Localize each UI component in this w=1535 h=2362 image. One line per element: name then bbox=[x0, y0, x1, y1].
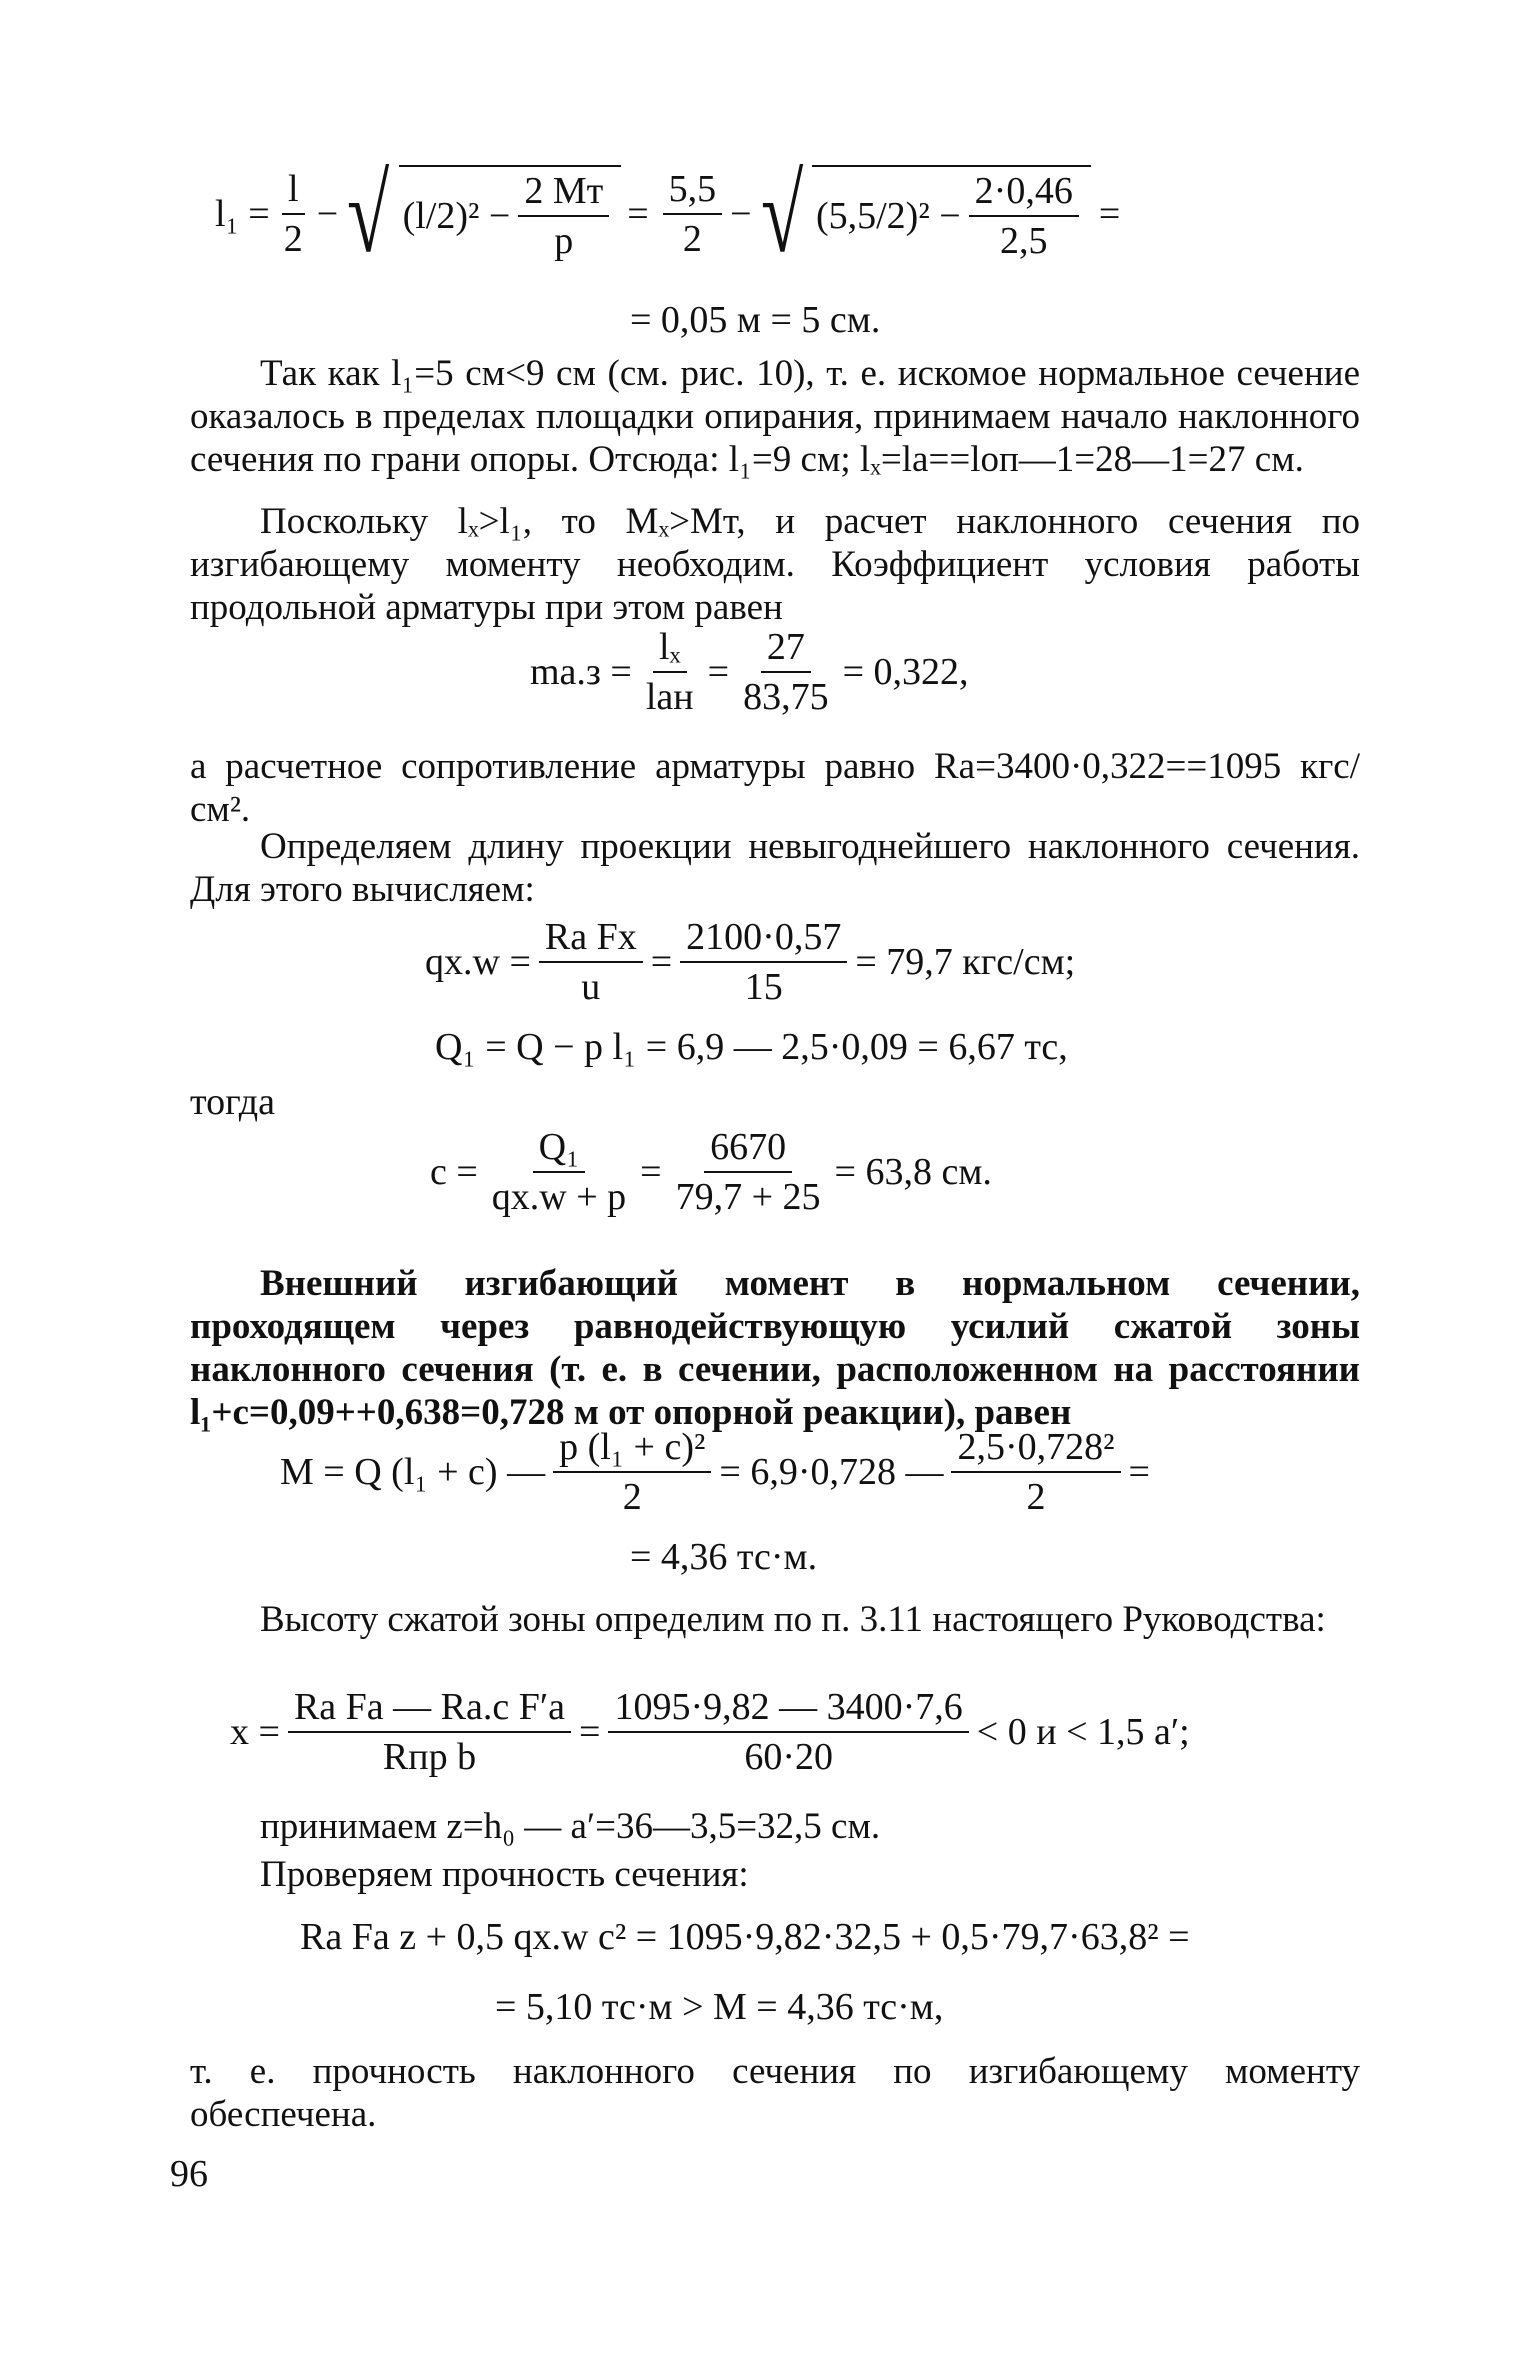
eq6-result: = 4,36 тс·м. bbox=[630, 1536, 818, 1578]
paragraph-3: а расчетное сопротивление арматуры равно Rа=3400·0,322==1095 кгс/см². bbox=[190, 746, 1360, 830]
paragraph-1: Так как l₁=5 см<9 см (см. рис. 10), т. е. искомое нормальное сечение оказалось в пределах площадки опирания, принимаем начало наклонного сечения по грани опоры. Отсюда: l₁=9 см; lₓ=lа==lоп—1=28—1=27 см. bbox=[190, 353, 1360, 480]
equation-c: c = $\frac{\text{Q₁}}{qх.w + p}$ = $\frac{6670}{79,7 + 25}$ = 63,8 см. bbox=[430, 1126, 992, 1218]
paragraph-7: принимаем z=h₀ — a′=36—3,5=32,5 см. bbox=[260, 1806, 881, 1847]
page-number: 96 bbox=[170, 2153, 208, 2195]
word-togda: тогда bbox=[190, 1081, 275, 1123]
paragraph-8: Проверяем прочность сечения: bbox=[260, 1854, 749, 1895]
equation-strength: Rа Fа z + 0,5 qх.w c² = 1095·9,82·32,5 + 0,5·79,7·63,8² = bbox=[300, 1916, 1190, 1958]
paragraph-9: т. е. прочность наклонного сечения по изгибающему моменту обеспечена. bbox=[190, 2051, 1360, 2135]
paragraph-6: Высоту сжатой зоны определим по п. 3.11 настоящего Руководства: bbox=[260, 1599, 1326, 1640]
equation-qxw: qх.w = $\frac{\text{Rа Fх}}{u}$ = $\frac{2100\cdot 0,57}{15}$ = 79,7 кгс/см; bbox=[425, 916, 1076, 1008]
paragraph-2: Поскольку lₓ>l₁, то Mₓ>Mт, и расчет наклонного сечения по изгибающему моменту необходим. Коэффициент условия работы продольной арматуры при этом равен bbox=[190, 501, 1360, 628]
equation-m: M = Q (l₁ + c) — $\frac{\text{p (l₁ + c)²}}{2}$ = 6,9·0,728 — $\frac{\text{2,5·0,728²}}{2}$ = bbox=[280, 1426, 1150, 1518]
paragraph-5: Внешний изгибающий момент в нормальном сечении, проходящем через равнодействующую усилий сжатой зоны наклонного сечения (т. е. в сечении, расположенном на расстоянии l₁+c=0,09++0,638=0,728 м от опорной реакции), равен bbox=[190, 1263, 1360, 1433]
eq1-result: = 0,05 м = 5 см. bbox=[630, 299, 881, 341]
equation-ma3: mа.з = $\frac{\text{lₓ}}{\text{lан}}$ = $\frac{27}{83,75}$ = 0,322, bbox=[530, 626, 969, 718]
eq1-sqrt1: √ (l/2)² − $\frac{2 Mт}{p}$ bbox=[338, 165, 621, 263]
equation-strength-result: = 5,10 тс·м > M = 4,36 тс·м, bbox=[495, 1986, 944, 2028]
eq1-lhs: l₁ = bbox=[215, 193, 270, 235]
equation-x: x = $\frac{\text{Rа Fа — Rа.с F′а}}{\text{Rпр b}}$ = $\frac{1095\cdot 9,82 — 3400\cdot 7,6}{60\cdot 20}$ < 0 и < 1,5 a′; bbox=[230, 1686, 1190, 1778]
eq1-sqrt2: √ (5,5/2)² − $\frac{2\cdot 0,46}{2,5}$ bbox=[752, 165, 1091, 263]
equation-l1: l₁ = $\frac{l}{2}$ − √ (l/2)² − $\frac{2 Mт}{p}$ = $\frac{5,5}{2}$ − √ (5,5/2)² − $\frac{2\cdot 0,46}{2,5}$ = bbox=[215, 153, 1121, 275]
equation-q1: Q₁ = Q − p l₁ = 6,9 — 2,5·0,09 = 6,67 тс, bbox=[435, 1026, 1068, 1068]
eq1-frac1: $\frac{l}{2}$ bbox=[283, 168, 303, 260]
paragraph-4: Определяем длину проекции невыгоднейшего наклонного сечения. Для этого вычисляем: bbox=[190, 826, 1360, 910]
